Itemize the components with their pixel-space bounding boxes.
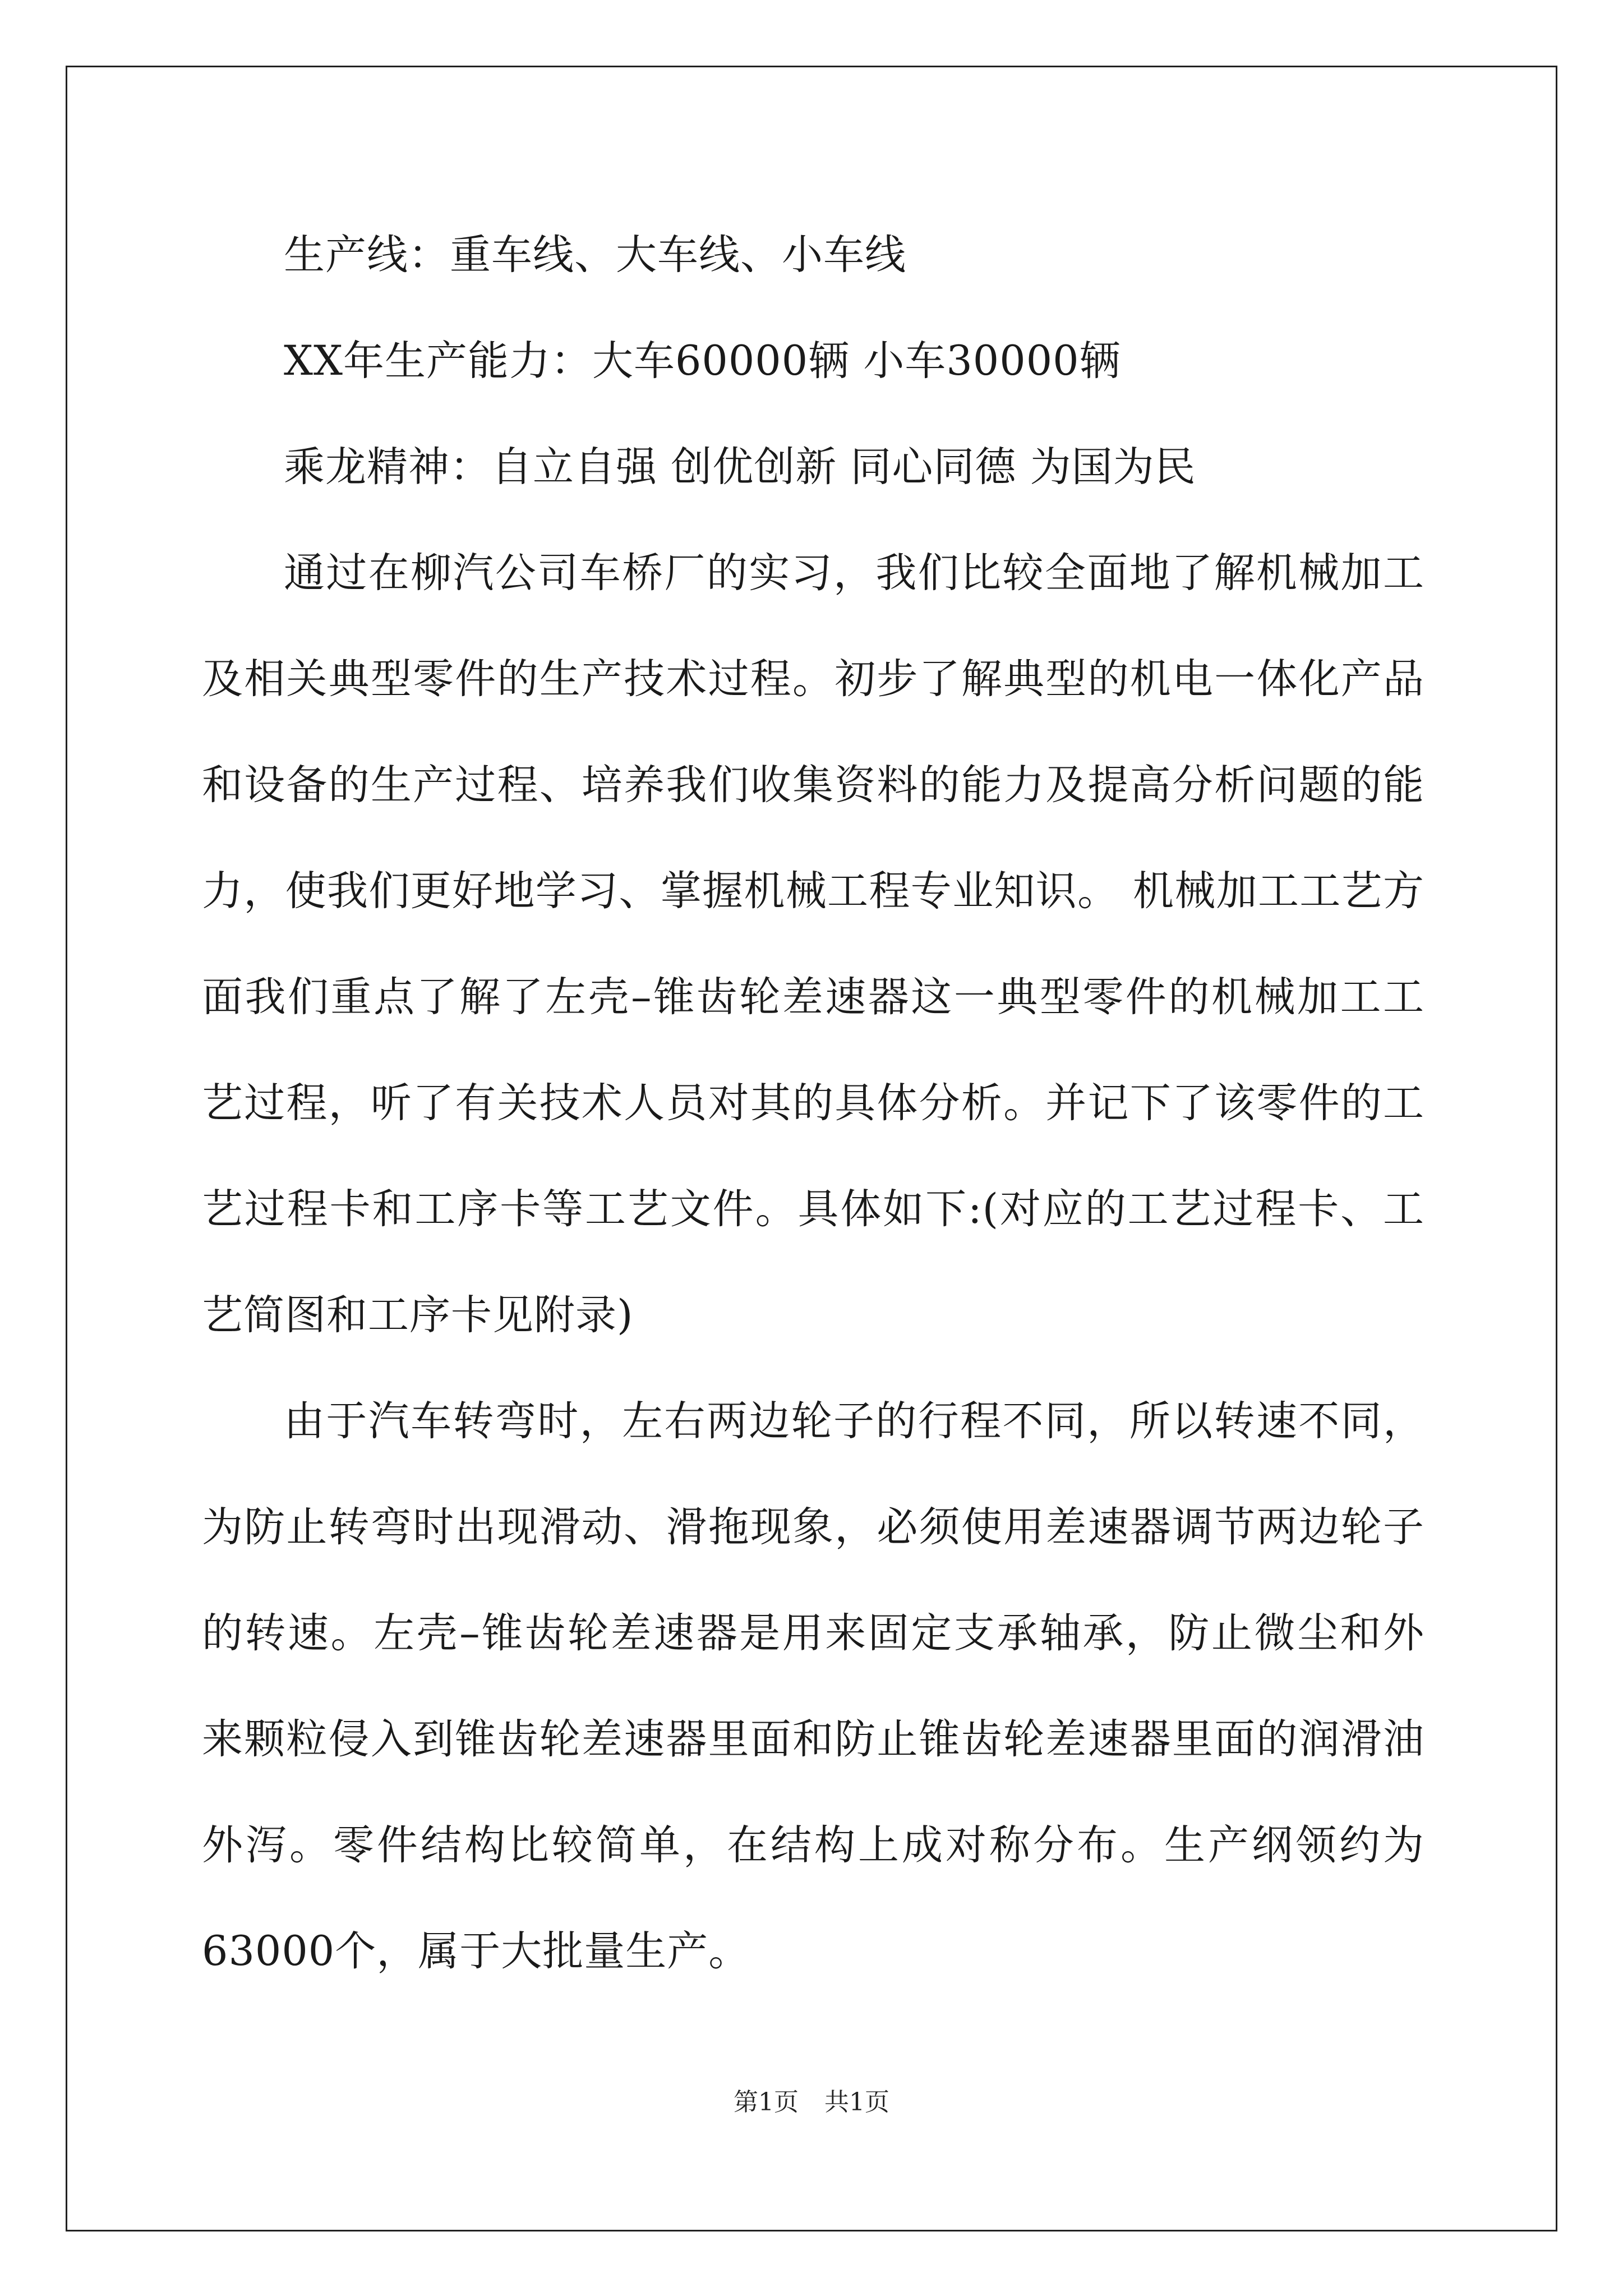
page-footer xyxy=(0,2086,1623,2119)
paragraph-company-spirit: 乘龙精神：自立自强 创优创新 同心同德 为国为民 xyxy=(284,443,1196,491)
paragraph-differential-description: 由于汽车转弯时，左右两边轮子的行程不同，所以转速不同，为防止转弯时出现滑动、滑拖现象，必须使用差速器调节两边轮子的转速。左壳–锥齿轮差速器是用来固定支承轴承，防止微尘和外来颗粒侵入到锥齿轮差速器里面和防止锥齿轮差速器里面的润滑油外泻。零件结构比较简单，在结构上成对称分布。生产纲领约为63000个，属于大批量生产。 xyxy=(202,1397,1424,1975)
paragraph-production-lines: 生产线：重车线、大车线、小车线 xyxy=(284,231,906,279)
page-number: 第1页 xyxy=(734,2088,799,2116)
document-body xyxy=(202,202,1424,2004)
paragraph-internship-overview: 通过在柳汽公司车桥厂的实习，我们比较全面地了解机械加工及相关典型零件的生产技术过程。初步了解典型的机电一体化产品和设备的生产过程、培养我们收集资料的能力及提高分析问题的能力，使我们更好地学习、掌握机械工程专业知识。 机械加工工艺方面我们重点了解了左壳–锥齿轮差速器这一典型零件的机械加工工艺过程，听了有关技术人员对其的具体分析。并记下了该零件的工艺过程卡和工序卡等工艺文件。具体如下:(对应的工艺过程卡、工艺简图和工序卡见附录) xyxy=(202,549,1424,1339)
paragraph-production-capacity: XX年生产能力：大车60000辆 小车30000辆 xyxy=(284,337,1121,385)
page-total: 共1页 xyxy=(824,2088,889,2116)
